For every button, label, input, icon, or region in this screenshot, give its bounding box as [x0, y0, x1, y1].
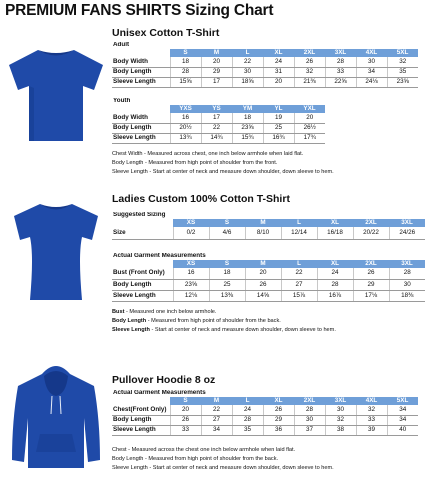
row-label: Body Width	[112, 113, 170, 123]
size-header: 3XL	[325, 49, 356, 57]
ladies-actual-header	[112, 260, 425, 268]
size-header: M	[201, 397, 232, 405]
size-header: YXL	[294, 105, 325, 113]
size-header: 3XL	[389, 260, 425, 268]
table-cell: 39	[356, 425, 387, 435]
table-cell: 30	[389, 279, 425, 290]
table-cell: 30	[325, 405, 356, 415]
size-header: L	[281, 219, 317, 227]
table-cell: 26	[263, 405, 294, 415]
table-cell: 35	[232, 425, 263, 435]
size-header: YS	[201, 105, 232, 113]
table-cell: 26	[353, 268, 389, 279]
table-cell: 29	[263, 415, 294, 425]
table-cell: 38	[325, 425, 356, 435]
table-cell: 12⅛	[173, 290, 209, 301]
size-header: 3XL	[389, 219, 425, 227]
row-label: Size	[112, 227, 173, 239]
table-cell: 26	[170, 415, 201, 425]
unisex-tshirt-icon	[6, 46, 106, 144]
table-cell: 31	[263, 67, 294, 77]
table-row	[112, 425, 418, 435]
table-cell: 15¾	[232, 133, 263, 143]
note-text: - Start at center of neck and measure down shoulder, down sleeve to hem.	[149, 327, 336, 333]
size-header: 5XL	[387, 49, 418, 57]
row-label: Body Length	[112, 415, 170, 425]
unisex-adult-caption: Adult	[113, 42, 130, 48]
table-cell: 18⅜	[389, 290, 425, 301]
unisex-notes	[112, 150, 334, 177]
note-line: Chest Width - Measured across chest, one inch below armhole when laid flat.	[112, 151, 304, 157]
table-cell: 35	[387, 67, 418, 77]
size-header: YXS	[170, 105, 201, 113]
table-cell: 22	[201, 405, 232, 415]
size-header: M	[245, 260, 281, 268]
table-cell: 36	[263, 425, 294, 435]
table-cell: 16/18	[317, 227, 353, 239]
table-cell: 21⅜	[294, 77, 325, 87]
table-row	[112, 415, 418, 425]
table-cell: 25	[263, 123, 294, 133]
table-cell: 30	[356, 57, 387, 67]
table-cell: 22	[281, 268, 317, 279]
hoodie-notes	[112, 446, 334, 473]
table-cell: 28	[317, 279, 353, 290]
row-label: Body Length	[112, 123, 170, 133]
table-row	[112, 77, 418, 87]
table-cell: 34	[387, 415, 418, 425]
hoodie-actual-header	[112, 397, 418, 405]
table-cell: 29	[201, 67, 232, 77]
size-header: YL	[263, 105, 294, 113]
table-cell: 32	[356, 405, 387, 415]
size-header: 3XL	[325, 397, 356, 405]
note-line	[112, 326, 336, 335]
row-label: Body Width	[112, 57, 170, 67]
table-cell: 32	[294, 67, 325, 77]
note-term: Bust	[112, 309, 125, 315]
table-cell: 34	[387, 405, 418, 415]
table-row	[112, 57, 418, 67]
table-cell: 20½	[170, 123, 201, 133]
table-cell: 20/22	[353, 227, 389, 239]
size-header: 2XL	[353, 260, 389, 268]
ladies-suggested-caption: Suggested Sizing	[113, 212, 166, 218]
note-text: - Measured one inch below armhole.	[124, 309, 217, 315]
size-header: S	[170, 49, 201, 57]
size-header: XS	[173, 219, 209, 227]
size-header: 4XL	[356, 49, 387, 57]
table-cell: 12/14	[281, 227, 317, 239]
row-label: Chest(Front Only)	[112, 405, 170, 415]
table-cell: 25	[209, 279, 245, 290]
ladies-notes	[112, 308, 336, 335]
table-cell: 8/10	[245, 227, 281, 239]
table-cell: 23⅝	[387, 77, 418, 87]
table-cell: 17	[201, 77, 232, 87]
size-header: XL	[317, 260, 353, 268]
table-row	[112, 405, 418, 415]
table-row	[112, 268, 425, 279]
table-row	[112, 113, 325, 123]
note-term: Body Length	[112, 318, 147, 324]
note-line: Sleeve Length - Start at center of neck and measure down shoulder, down sleeve to hem.	[112, 465, 334, 471]
size-header: M	[201, 49, 232, 57]
table-row	[112, 227, 425, 239]
table-cell: 30	[294, 415, 325, 425]
hoodie-actual-table	[112, 390, 418, 436]
table-cell: 28	[294, 405, 325, 415]
row-label: Body Length	[112, 279, 173, 290]
table-cell: 16¾	[263, 133, 294, 143]
table-cell: 16⅞	[317, 290, 353, 301]
size-header: YM	[232, 105, 263, 113]
table-cell: 14¾	[201, 133, 232, 143]
table-cell: 17¾	[294, 133, 325, 143]
size-header: 2XL	[294, 397, 325, 405]
ladies-suggested-header	[112, 219, 425, 227]
note-line	[112, 317, 336, 326]
row-label: Body Length	[112, 67, 170, 77]
table-cell: 26	[245, 279, 281, 290]
table-cell: 34	[201, 425, 232, 435]
table-cell: 24⅛	[356, 77, 387, 87]
size-header: M	[245, 219, 281, 227]
table-cell: 23⅝	[232, 123, 263, 133]
size-header: S	[170, 397, 201, 405]
ladies-tshirt-icon	[6, 200, 106, 304]
table-cell: 4/6	[209, 227, 245, 239]
ladies-actual-caption: Actual Garment Measurements	[113, 253, 206, 259]
table-cell: 24/26	[389, 227, 425, 239]
table-row	[112, 290, 425, 301]
table-cell: 33	[356, 415, 387, 425]
unisex-youth-caption: Youth	[113, 98, 131, 104]
table-cell: 24	[263, 57, 294, 67]
table-cell: 14⅝	[245, 290, 281, 301]
row-label: Bust (Front Only)	[112, 268, 173, 279]
table-row	[112, 279, 425, 290]
table-cell: 28	[325, 57, 356, 67]
size-header: XL	[317, 219, 353, 227]
unisex-adult-table	[112, 42, 418, 88]
table-cell: 26	[294, 57, 325, 67]
size-header: L	[281, 260, 317, 268]
table-cell: 24	[317, 268, 353, 279]
table-cell: 20	[201, 57, 232, 67]
hoodie-icon	[6, 360, 106, 472]
table-cell: 22	[232, 57, 263, 67]
hoodie-title: Pullover Hoodie 8 oz	[112, 374, 216, 386]
row-label: Sleeve Length	[112, 425, 170, 435]
unisex-adult-header	[112, 49, 418, 57]
table-cell: 18⅝	[232, 77, 263, 87]
table-cell: 26½	[294, 123, 325, 133]
table-cell: 22⅝	[325, 77, 356, 87]
ladies-suggested-table	[112, 212, 425, 240]
table-cell: 28	[170, 67, 201, 77]
table-cell: 23⅝	[173, 279, 209, 290]
size-header: XL	[263, 49, 294, 57]
table-cell: 32	[325, 415, 356, 425]
size-header: XL	[263, 397, 294, 405]
table-cell: 28	[389, 268, 425, 279]
table-cell: 20	[294, 113, 325, 123]
hoodie-actual-caption: Actual Garment Measurements	[113, 390, 206, 396]
table-row	[112, 67, 418, 77]
size-header: 2XL	[294, 49, 325, 57]
table-cell: 37	[294, 425, 325, 435]
table-cell: 24	[232, 405, 263, 415]
table-cell: 28	[232, 415, 263, 425]
unisex-youth-table	[112, 98, 325, 144]
size-header: XS	[173, 260, 209, 268]
size-header: S	[209, 260, 245, 268]
table-cell: 22	[201, 123, 232, 133]
size-header: L	[232, 49, 263, 57]
table-cell: 20	[170, 405, 201, 415]
row-label: Sleeve Length	[112, 290, 173, 301]
table-cell: 0/2	[173, 227, 209, 239]
table-row	[112, 133, 325, 143]
unisex-youth-header	[112, 105, 325, 113]
table-cell: 15⅞	[281, 290, 317, 301]
table-cell: 33	[170, 425, 201, 435]
note-line: Chest - Measured across the chest one inch below armhole when laid flat.	[112, 447, 296, 453]
note-line: Sleeve Length - Start at center of neck and measure down shoulder, down sleeve to hem.	[112, 169, 334, 175]
table-cell: 40	[387, 425, 418, 435]
table-cell: 18	[232, 113, 263, 123]
table-cell: 13¾	[170, 133, 201, 143]
size-header: L	[232, 397, 263, 405]
table-cell: 29	[353, 279, 389, 290]
table-cell: 19	[263, 113, 294, 123]
size-header: 5XL	[387, 397, 418, 405]
note-line: Body Length - Measured from high point of shoulder from the back.	[112, 456, 279, 462]
page-title: PREMIUM FANS SHIRTS Sizing Chart	[5, 2, 274, 19]
table-cell: 18	[170, 57, 201, 67]
table-cell: 15⅝	[170, 77, 201, 87]
size-header: S	[209, 219, 245, 227]
table-cell: 20	[263, 77, 294, 87]
table-cell: 17⅛	[353, 290, 389, 301]
table-cell: 17	[201, 113, 232, 123]
row-label: Sleeve Length	[112, 77, 170, 87]
table-cell: 30	[232, 67, 263, 77]
table-cell: 32	[387, 57, 418, 67]
size-header: 4XL	[356, 397, 387, 405]
table-cell: 18	[209, 268, 245, 279]
note-term: Sleeve Length	[112, 327, 150, 333]
table-cell: 16	[173, 268, 209, 279]
table-row	[112, 123, 325, 133]
table-cell: 16	[170, 113, 201, 123]
ladies-title: Ladies Custom 100% Cotton T-Shirt	[112, 193, 290, 205]
table-cell: 33	[325, 67, 356, 77]
table-cell: 34	[356, 67, 387, 77]
row-label: Sleeve Length	[112, 133, 170, 143]
note-line: Body Length - Measured from high point of shoulder from the front.	[112, 160, 278, 166]
table-cell: 27	[201, 415, 232, 425]
unisex-title: Unisex Cotton T-Shirt	[112, 27, 220, 39]
ladies-actual-table	[112, 253, 425, 302]
table-cell: 27	[281, 279, 317, 290]
table-cell: 13⅜	[209, 290, 245, 301]
note-text: - Measured from high point of shoulder from the back.	[146, 318, 281, 324]
table-cell: 20	[245, 268, 281, 279]
note-line	[112, 308, 336, 317]
size-header: 2XL	[353, 219, 389, 227]
